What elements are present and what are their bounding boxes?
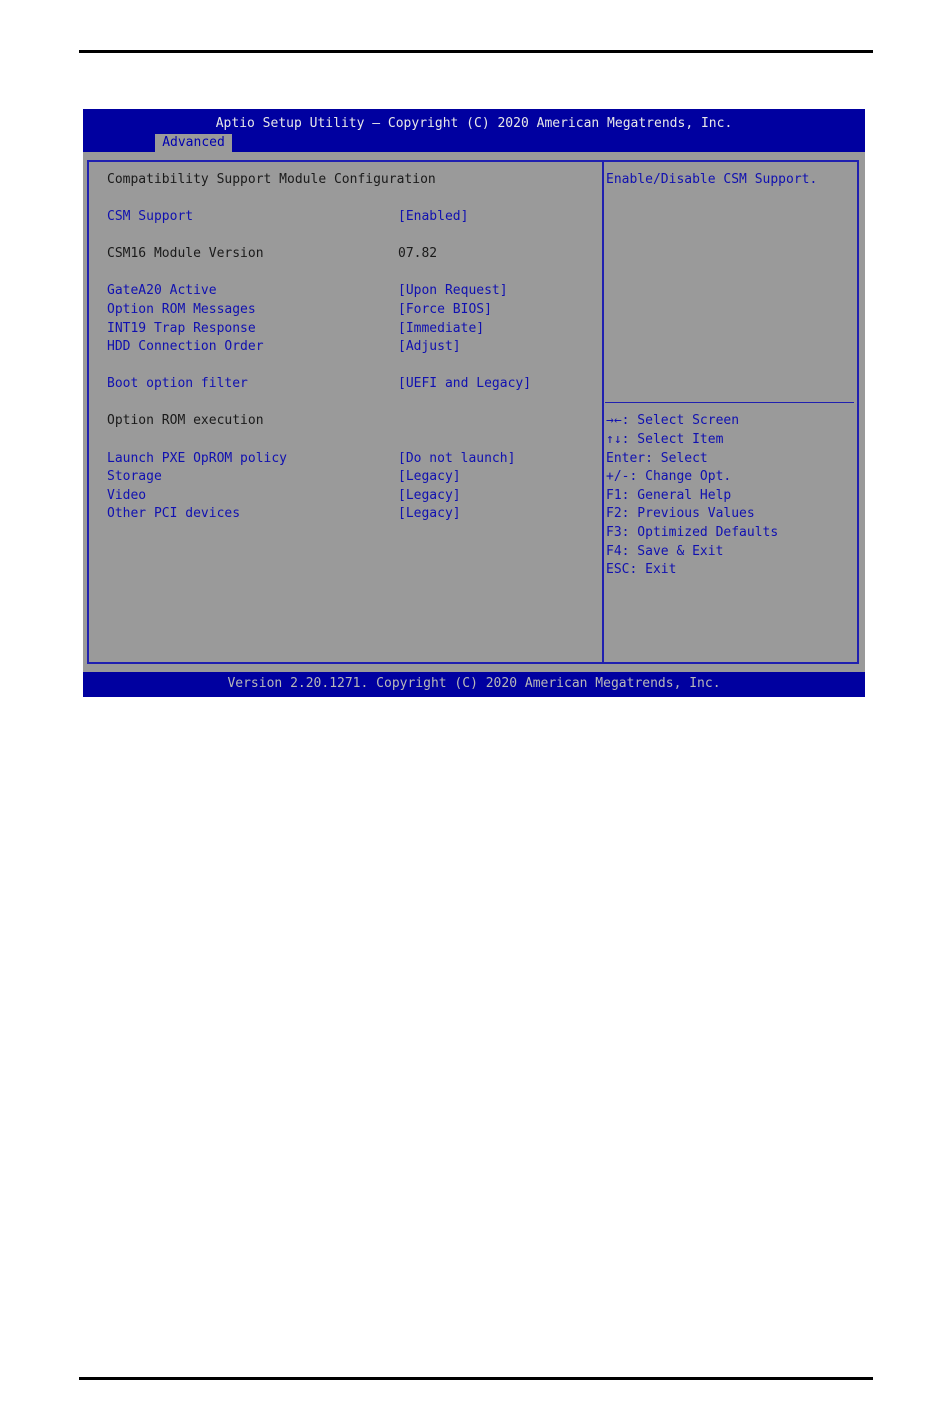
gatea20-value[interactable]: [Upon Request]	[398, 283, 508, 298]
key-f4: F4: Save & Exit	[606, 544, 724, 559]
settings-panel	[87, 160, 604, 664]
csm16-version-value: 07.82	[398, 246, 438, 261]
csm-support-label[interactable]: CSM Support	[107, 209, 194, 224]
pxe-policy-label[interactable]: Launch PXE OpROM policy	[107, 451, 288, 466]
key-esc: ESC: Exit	[606, 562, 677, 577]
int19-trap-label[interactable]: INT19 Trap Response	[107, 321, 256, 336]
key-change-opt: +/-: Change Opt.	[606, 469, 732, 484]
pxe-policy-value[interactable]: [Do not launch]	[398, 451, 516, 466]
video-label[interactable]: Video	[107, 488, 147, 503]
key-select-item: ↑↓: Select Item	[606, 432, 724, 447]
tab-advanced[interactable]: Advanced	[155, 134, 232, 152]
storage-label[interactable]: Storage	[107, 469, 162, 484]
video-value[interactable]: [Legacy]	[398, 488, 461, 503]
key-f2: F2: Previous Values	[606, 506, 755, 521]
key-select-screen: →←: Select Screen	[606, 413, 740, 428]
bios-header	[83, 109, 865, 152]
version-text: Version 2.20.1271. Copyright (C) 2020 American Megatrends, Inc.	[227, 676, 721, 691]
hdd-order-value[interactable]: [Adjust]	[398, 339, 461, 354]
key-f1: F1: General Help	[606, 488, 732, 503]
page-bottom-rule	[79, 1377, 873, 1380]
bios-title: Aptio Setup Utility – Copyright (C) 2020 American Megatrends, Inc.	[215, 116, 733, 131]
help-panel	[602, 160, 859, 664]
gatea20-label[interactable]: GateA20 Active	[107, 283, 217, 298]
rom-execution-heading: Option ROM execution	[107, 413, 264, 428]
page-top-rule	[79, 50, 873, 53]
other-pci-value[interactable]: [Legacy]	[398, 506, 461, 521]
bios-setup-screen	[83, 109, 865, 697]
boot-filter-label[interactable]: Boot option filter	[107, 376, 248, 391]
csm16-version-label: CSM16 Module Version	[107, 246, 264, 261]
other-pci-label[interactable]: Other PCI devices	[107, 506, 241, 521]
bios-footer	[83, 672, 865, 697]
help-divider	[605, 402, 854, 403]
section-title: Compatibility Support Module Configuration	[107, 172, 436, 187]
csm-support-value[interactable]: [Enabled]	[398, 209, 469, 224]
key-f3: F3: Optimized Defaults	[606, 525, 779, 540]
storage-value[interactable]: [Legacy]	[398, 469, 461, 484]
boot-filter-value[interactable]: [UEFI and Legacy]	[398, 376, 532, 391]
int19-trap-value[interactable]: [Immediate]	[398, 321, 485, 336]
hdd-order-label[interactable]: HDD Connection Order	[107, 339, 264, 354]
help-description: Enable/Disable CSM Support.	[606, 172, 818, 187]
option-rom-messages-label[interactable]: Option ROM Messages	[107, 302, 256, 317]
key-enter: Enter: Select	[606, 451, 708, 466]
option-rom-messages-value[interactable]: [Force BIOS]	[398, 302, 492, 317]
